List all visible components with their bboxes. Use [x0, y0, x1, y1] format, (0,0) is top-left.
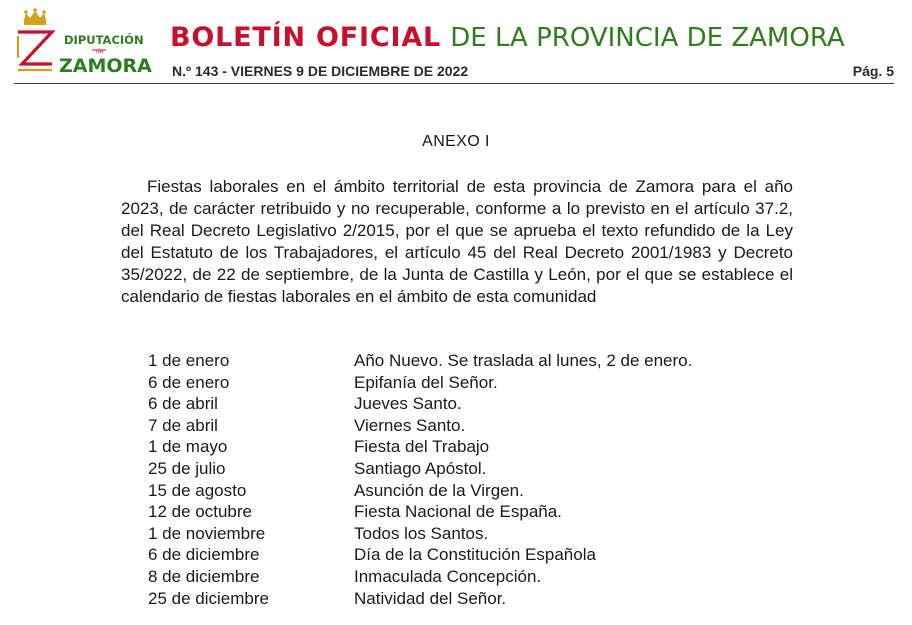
holiday-date: 25 de julio: [148, 458, 226, 478]
bulletin-title-red: BOLETÍN OFICIAL: [170, 22, 442, 53]
holiday-name: Jueves Santo.: [354, 394, 462, 414]
holiday-row: [148, 393, 788, 415]
logo-line3: ZAMORA: [59, 55, 152, 77]
holiday-name: Santiago Apóstol.: [354, 458, 487, 478]
holiday-row: [148, 372, 788, 394]
page-header: [0, 0, 912, 92]
holiday-row: [148, 415, 788, 437]
holiday-date: 15 de agosto: [148, 480, 247, 500]
holiday-date: 8 de diciembre: [148, 566, 260, 586]
holiday-name: Natividad del Señor.: [354, 588, 507, 608]
diputacion-zamora-logo: [12, 6, 160, 82]
holiday-name: Inmaculada Concepción.: [354, 566, 542, 586]
holiday-date: 6 de enero: [148, 372, 230, 392]
holiday-date: 6 de diciembre: [148, 545, 260, 565]
holiday-name: Año Nuevo. Se traslada al lunes, 2 de enero.: [354, 351, 693, 370]
header-divider: [14, 83, 894, 84]
holiday-date: 7 de abril: [148, 415, 218, 435]
logo-line1: DIPUTACIÓN: [64, 33, 144, 47]
bulletin-title: [170, 18, 845, 58]
bulletin-title-green: DE LA PROVINCIA DE ZAMORA: [450, 23, 845, 53]
annex-title: ANEXO I: [422, 133, 490, 150]
holiday-date: 1 de enero: [148, 351, 230, 370]
holiday-date: 1 de noviembre: [148, 523, 266, 543]
holiday-name: Asunción de la Virgen.: [354, 480, 524, 500]
holiday-date: 25 de diciembre: [148, 588, 269, 608]
logo-emblem-icon: [12, 6, 160, 82]
holiday-row: [148, 436, 788, 458]
holiday-row: [148, 501, 788, 523]
holiday-date: 1 de mayo: [148, 437, 228, 457]
intro-paragraph: Fiestas laborales en el ámbito territorial de esta provincia de Zamora para el año 2023, de carácter retribuido y no recuperable, conforme a lo previsto en el artículo 37.2, del Real Decreto Legislativo 2/2015, por el que se aprueba el texto refundido de la Ley del Estatuto de los Trabajadores, el artículo 45 del Real Decreto 2001/1983 y Decreto 35/2022, de 22 de septiembre, de la Junta de Castilla y León, por el que se establece el calendario de fiestas laborales en el ámbito de esta comunidad: [121, 177, 793, 306]
holiday-name: Fiesta Nacional de España.: [354, 502, 562, 522]
holiday-name: Fiesta del Trabajo: [354, 437, 490, 457]
holiday-list: [148, 350, 788, 609]
holiday-row: [148, 458, 788, 480]
issue-number-date: N.º 143 - VIERNES 9 DE DICIEMBRE DE 2022: [172, 63, 469, 79]
holiday-row: [148, 480, 788, 502]
holiday-name: Epifanía del Señor.: [354, 372, 498, 392]
logo-line2: de: [96, 48, 104, 55]
page-number: Pág. 5: [852, 63, 894, 79]
holiday-row: [148, 544, 788, 566]
holiday-row: [148, 523, 788, 545]
holiday-name: Día de la Constitución Española: [354, 545, 596, 565]
holiday-name: Todos los Santos.: [354, 523, 489, 543]
holiday-date: 12 de octubre: [148, 502, 252, 522]
holiday-date: 6 de abril: [148, 394, 218, 414]
holiday-row: [148, 566, 788, 588]
holiday-name: Viernes Santo.: [354, 415, 466, 435]
holiday-row: [148, 588, 788, 610]
holiday-row: [148, 350, 788, 372]
